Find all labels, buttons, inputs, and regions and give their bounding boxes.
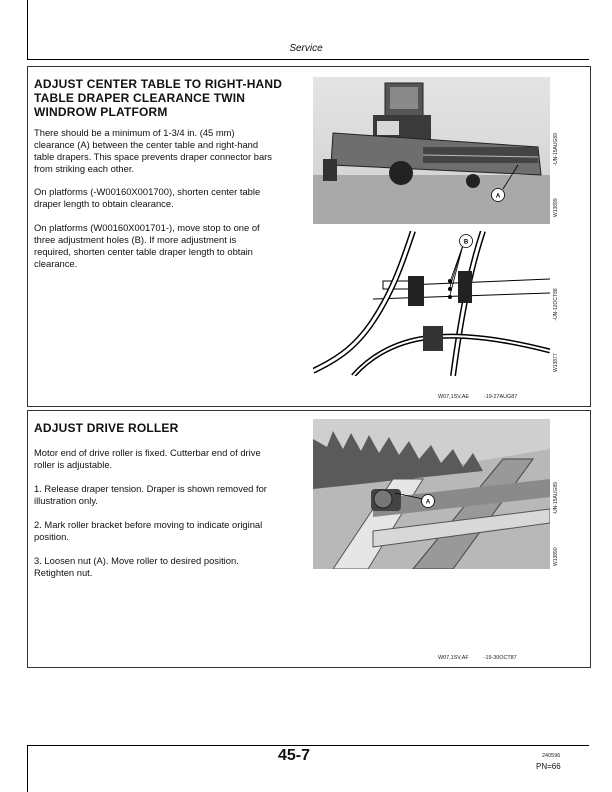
- figure-code: W13890: [553, 547, 559, 566]
- text-line: roller is adjustable.: [34, 459, 113, 470]
- text-line: from striking each other.: [34, 163, 135, 174]
- footer-code: -19-30OCT87: [483, 655, 517, 661]
- text-line: position.: [34, 531, 69, 542]
- text-line: three adjustment holes (B). If more adjustment is: [34, 234, 237, 245]
- photo3-code: [553, 482, 559, 566]
- section1-title-line: TABLE DRAPER CLEARANCE TWIN: [34, 91, 246, 105]
- header-section-title: Service: [289, 43, 323, 54]
- header-rule: [27, 59, 589, 60]
- figure-code: -UN-15AUG89: [553, 133, 559, 166]
- section1-title-line: ADJUST CENTER TABLE TO RIGHT-HAND: [34, 77, 283, 91]
- text-line: clearance.: [34, 258, 78, 269]
- figure-code: -UN-15AUG89: [553, 482, 559, 515]
- section1-footer-code: [438, 394, 517, 400]
- section2-step-2: [34, 519, 309, 543]
- section1-paragraph-3: [34, 222, 309, 270]
- section2-footer-code: [438, 655, 517, 661]
- section-adjust-center-table: [27, 66, 591, 407]
- text-line: draper length to obtain clearance.: [34, 198, 174, 209]
- text-line: clearance (A) between the center table and right-hand: [34, 139, 259, 150]
- text-line: illustration only.: [34, 495, 98, 506]
- callout-label: B: [463, 239, 469, 246]
- figure-code: -UN-12OCT88: [553, 288, 559, 321]
- figure-code: W13877: [553, 353, 559, 372]
- page-number: 45-7: [278, 747, 311, 764]
- text-line: table drapers. This space prevents draper connector bars: [34, 151, 272, 162]
- photo2-code: [553, 288, 559, 372]
- section2-paragraph-1: [34, 447, 309, 471]
- section1-title-line: WINDROW PLATFORM: [34, 105, 168, 119]
- footer-code: -19-27AUG87: [483, 394, 518, 400]
- footer-left-rule: [27, 745, 28, 792]
- text-line: On platforms (-W00160X001700), shorten center table: [34, 186, 261, 197]
- drive-roller-photo: [313, 419, 550, 569]
- callout-label: A: [425, 499, 431, 506]
- section2-step-3: [34, 555, 309, 579]
- text-line: There should be a minimum of 1-3/4 in. (45 mm): [34, 127, 235, 138]
- footer-code: W07,1SV,AE: [438, 394, 469, 400]
- figure-code: W13899: [553, 198, 559, 217]
- windrower-photo: [313, 77, 550, 224]
- photo1-code: [553, 133, 559, 217]
- adjustment-holes-photo: [313, 231, 550, 376]
- text-line: On platforms (W00160X001701-), move stop to one of: [34, 222, 260, 233]
- section1-title: [34, 77, 324, 119]
- text-line: 1. Release draper tension. Draper is shown removed for: [34, 483, 267, 494]
- text-line: 3. Loosen nut (A). Move roller to desired position.: [34, 555, 239, 566]
- text-line: 2. Mark roller bracket before moving to indicate original: [34, 519, 263, 530]
- pn-label: PN=66: [536, 762, 561, 771]
- doc-code: 240596: [542, 753, 561, 759]
- callout-label: A: [495, 193, 501, 200]
- section2-step-1: [34, 483, 309, 507]
- text-line: Motor end of drive roller is fixed. Cutterbar end of drive: [34, 447, 261, 458]
- footer-rule: [27, 745, 589, 746]
- text-line: Retighten nut.: [34, 567, 93, 578]
- section-adjust-drive-roller: [27, 410, 591, 668]
- section2-title: ADJUST DRIVE ROLLER: [34, 421, 179, 435]
- section1-paragraph-2: [34, 186, 309, 210]
- section1-paragraph-1: [34, 127, 309, 175]
- footer-code: W07,1SV,AF: [438, 655, 469, 661]
- text-line: required, shorten center table draper length to obtain: [34, 246, 253, 257]
